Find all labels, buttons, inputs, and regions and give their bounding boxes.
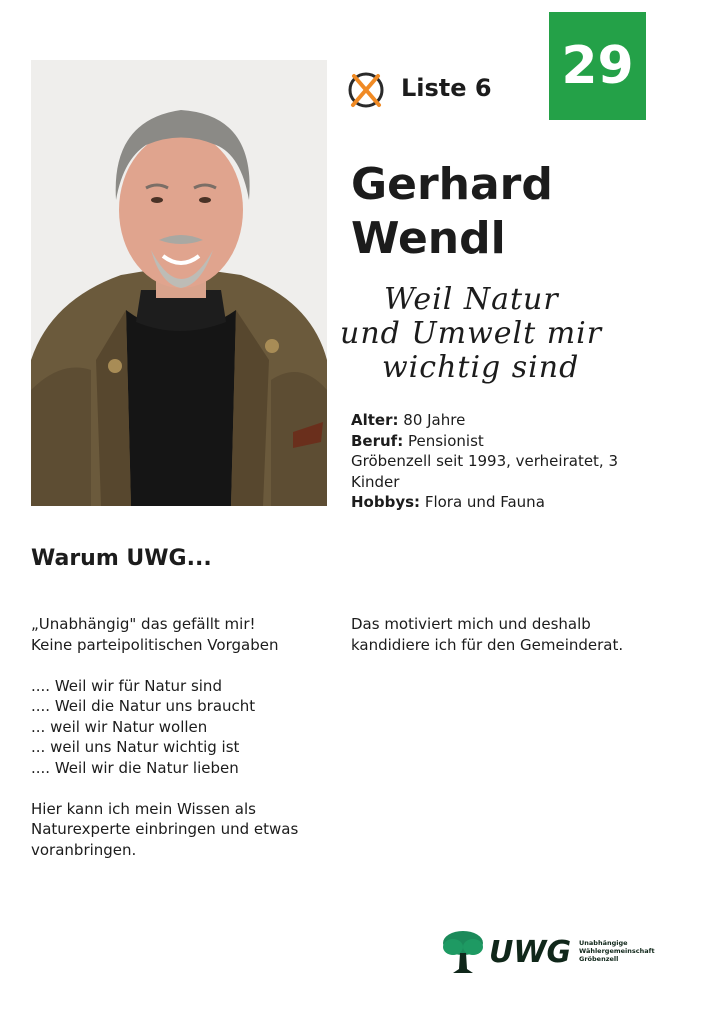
intro-line-1: „Unabhängig" das gefällt mir! xyxy=(31,615,256,633)
slogan-line-1: Weil Natur xyxy=(384,282,559,317)
job-row xyxy=(351,431,651,452)
list-item: ... weil uns Natur wichtig ist xyxy=(31,738,240,756)
job-label: Beruf: xyxy=(351,431,404,450)
logo-subtitle xyxy=(579,939,655,963)
hobbies-label: Hobbys: xyxy=(351,493,421,511)
residence-line-1: Gröbenzell seit 1993, verheiratet, 3 xyxy=(351,452,619,470)
list-item: .... Weil wir für Natur sind xyxy=(31,676,222,695)
age-row xyxy=(351,410,651,431)
tree-icon xyxy=(441,929,485,975)
residence-line-2: Kinder xyxy=(351,472,400,491)
hobbies-value: Flora und Fauna xyxy=(424,493,545,511)
candidate-facts xyxy=(351,410,651,513)
ballot-cross-icon xyxy=(346,70,386,110)
logo-subtitle-line: Wählergemeinschaft xyxy=(579,947,655,955)
list-item: .... Weil die Natur uns braucht xyxy=(31,697,256,715)
left-column xyxy=(31,614,331,860)
section-title: Warum UWG... xyxy=(31,546,212,571)
logo-subtitle-line: Unabhängige xyxy=(579,939,628,947)
closing-line-1: Hier kann ich mein Wissen als xyxy=(31,799,256,818)
right-column xyxy=(351,614,651,655)
job-value: Pensionist xyxy=(408,431,484,450)
first-name: Gerhard xyxy=(351,159,553,210)
handwritten-slogan xyxy=(338,282,678,392)
motivation-line-1: Das motiviert mich und deshalb xyxy=(351,615,591,633)
list-item: ... weil wir Natur wollen xyxy=(31,717,208,736)
logo-wordmark: UWG xyxy=(489,935,572,970)
uwg-logo xyxy=(441,929,655,975)
logo-subtitle-line: Gröbenzell xyxy=(579,955,619,963)
candidate-name xyxy=(351,158,553,266)
candidate-photo xyxy=(31,60,327,506)
age-label: Alter: xyxy=(351,411,399,429)
candidate-number-badge xyxy=(549,12,646,120)
motivation-line-2: kandidiere ich für den Gemeinderat. xyxy=(351,635,624,654)
closing-line-2: Naturexperte einbringen und etwas xyxy=(31,820,299,838)
hobbies-row xyxy=(351,492,651,513)
candidate-number: 29 xyxy=(561,36,634,96)
slogan-line-2: und Umwelt mir xyxy=(340,316,603,351)
age-value: 80 Jahre xyxy=(403,411,466,429)
closing-line-3: voranbringen. xyxy=(31,840,137,859)
last-name: Wendl xyxy=(351,213,506,264)
list-item: .... Weil wir die Natur lieben xyxy=(31,758,239,777)
slogan-line-3: wichtig sind xyxy=(382,350,580,385)
list-label: Liste 6 xyxy=(401,74,492,102)
intro-line-2: Keine parteipolitischen Vorgaben xyxy=(31,635,279,654)
